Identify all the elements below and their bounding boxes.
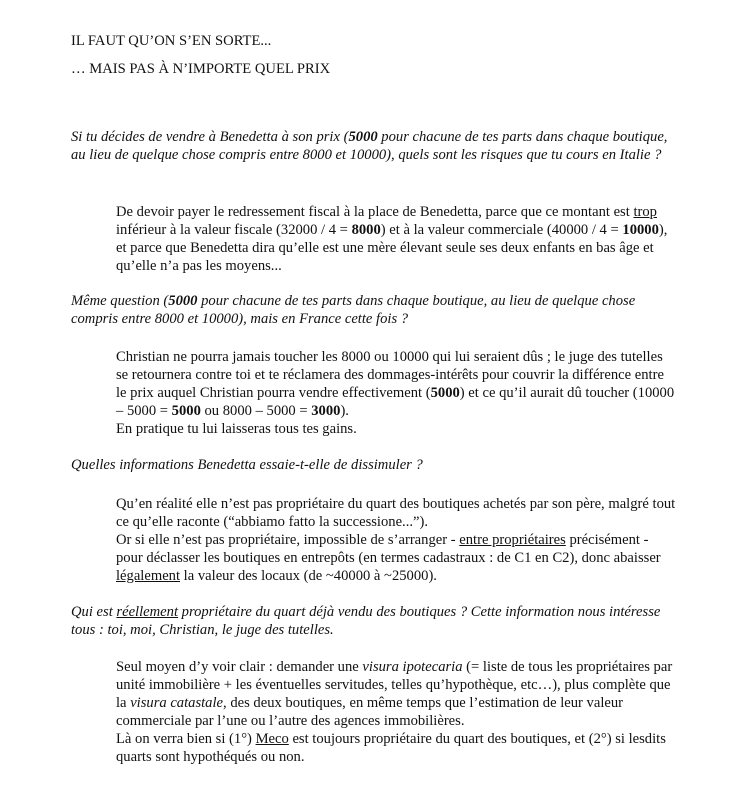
answer-4-text-e: est toujours propriétaire du quart des boutiques, et (2°) si lesdits quarts sont hypothéqués ou non. xyxy=(116,731,666,765)
answer-4-paragraph-1 xyxy=(116,658,676,730)
answer-2-difference-2: 3000 xyxy=(311,403,341,419)
answer-2-text-a: Christian ne pourra jamais toucher les 8000 ou 10000 qui lui seraient dûs ; le juge des tutelles se retournera contre toi et te réclamera des dommages-intérêts pour couvrir la différence entre le prix auquel Christian pourra vendre effectivement ( xyxy=(116,349,664,401)
answer-3-underlined-owners: entre propriétaires xyxy=(459,532,566,548)
answer-2-paragraph xyxy=(116,348,676,420)
answer-3-text-c: la valeur des locaux (de ~40000 à ~25000). xyxy=(180,568,437,584)
question-2-text-b: pour chacune de tes parts dans chaque boutique, au lieu de quelque chose compris entre 8000 et 10000), mais en France cette fois ? xyxy=(71,293,636,327)
answer-2-text-b: ) et ce qu’il aurait dû toucher (10000 – 5000 = xyxy=(116,385,675,419)
question-1-amount: 5000 xyxy=(348,129,378,145)
question-1-text-b: pour chacune de tes parts dans chaque boutique, au lieu de quelque chose compris entre 8000 et 10000), quels sont les risques que tu cours en Italie ? xyxy=(71,129,668,163)
answer-2-difference-1: 5000 xyxy=(171,403,201,419)
answer-4-italic-catastale: visura catastale xyxy=(130,695,224,711)
answer-3-text-b: précisément - pour déclasser les boutiques en entrepôts (en termes cadastraux : de C1 en C2), donc abaisser xyxy=(116,532,661,566)
answer-4-text-d: Là on verra bien si (1°) xyxy=(116,731,256,747)
answer-3-paragraph-2 xyxy=(116,531,676,585)
title-line-1: IL FAUT QU’ON S’EN SORTE... xyxy=(71,33,272,49)
answer-3-line-1: Qu’en réalité elle n’est pas propriétaire du quart des boutiques achetés par son père, malgré tout ce qu’elle raconte (“abbiamo fatto la successione...”). xyxy=(116,496,676,530)
answer-1-text-a: De devoir payer le redressement fiscal à la place de Benedetta, parce que ce montant est xyxy=(116,204,634,220)
answer-1-text-c: ) et à la valeur commerciale (40000 / 4 = xyxy=(380,222,623,238)
answer-1-paragraph xyxy=(116,203,676,275)
question-4-text-a: Qui est xyxy=(71,604,117,620)
answer-1 xyxy=(116,203,676,275)
question-2-amount: 5000 xyxy=(168,293,198,309)
answer-2-text-d: ). xyxy=(340,403,349,419)
answer-4-text-c: , des deux boutiques, en même temps que l’estimation de leur valeur commerciale par l’une ou l’autre des agences immobilières. xyxy=(116,695,624,729)
answer-1-text-b: inférieur à la valeur fiscale (32000 / 4 = xyxy=(116,222,352,238)
answer-1-text-d: ), et parce que Benedetta dira qu’elle est une mère élevant seule ses deux enfants en bas âge et qu’elle n’a pas les moyens... xyxy=(116,222,668,274)
title-line-2: … MAIS PAS À N’IMPORTE QUEL PRIX xyxy=(71,61,331,77)
question-4 xyxy=(71,603,671,639)
answer-4-text-a: Seul moyen d’y voir clair : demander une xyxy=(116,659,363,675)
answer-4-underlined-meco: Meco xyxy=(255,731,289,747)
question-2-text-a: Même question ( xyxy=(71,293,169,309)
answer-4-text-b: (= liste de tous les propriétaires par unité immobilière + les éventuelles servitudes, telles qu’hypothèque, etc…), plus complète que la xyxy=(116,659,673,711)
answer-2 xyxy=(116,348,676,438)
answer-1-commercial-value: 10000 xyxy=(622,222,659,238)
question-4-underlined-really: réellement xyxy=(116,604,178,620)
question-1 xyxy=(71,128,671,164)
answer-1-underlined-trop: trop xyxy=(633,204,657,220)
answer-3-text-a: Or si elle n’est pas propriétaire, impossible de s’arranger - xyxy=(116,532,460,548)
answer-3 xyxy=(116,495,676,585)
answer-4-paragraph-2 xyxy=(116,730,676,766)
answer-4 xyxy=(116,658,676,766)
question-4-text-b: propriétaire du quart déjà vendu des boutiques ? Cette information nous intéresse tous : toi, moi, Christian, le juge des tutelles. xyxy=(71,604,661,638)
answer-3-underlined-legally: légalement xyxy=(116,568,181,584)
answer-2-conclusion: En pratique tu lui laisseras tous tes gains. xyxy=(116,421,357,437)
question-3: Quelles informations Benedetta essaie-t-elle de dissimuler ? xyxy=(71,457,423,473)
question-2 xyxy=(71,292,671,328)
question-1-text-a: Si tu décides de vendre à Benedetta à son prix ( xyxy=(71,129,349,145)
answer-2-text-c: ou 8000 – 5000 = xyxy=(200,403,312,419)
answer-4-italic-ipotecaria: visura ipotecaria xyxy=(362,659,463,675)
answer-2-sale-price: 5000 xyxy=(430,385,460,401)
answer-1-fiscal-value: 8000 xyxy=(351,222,381,238)
